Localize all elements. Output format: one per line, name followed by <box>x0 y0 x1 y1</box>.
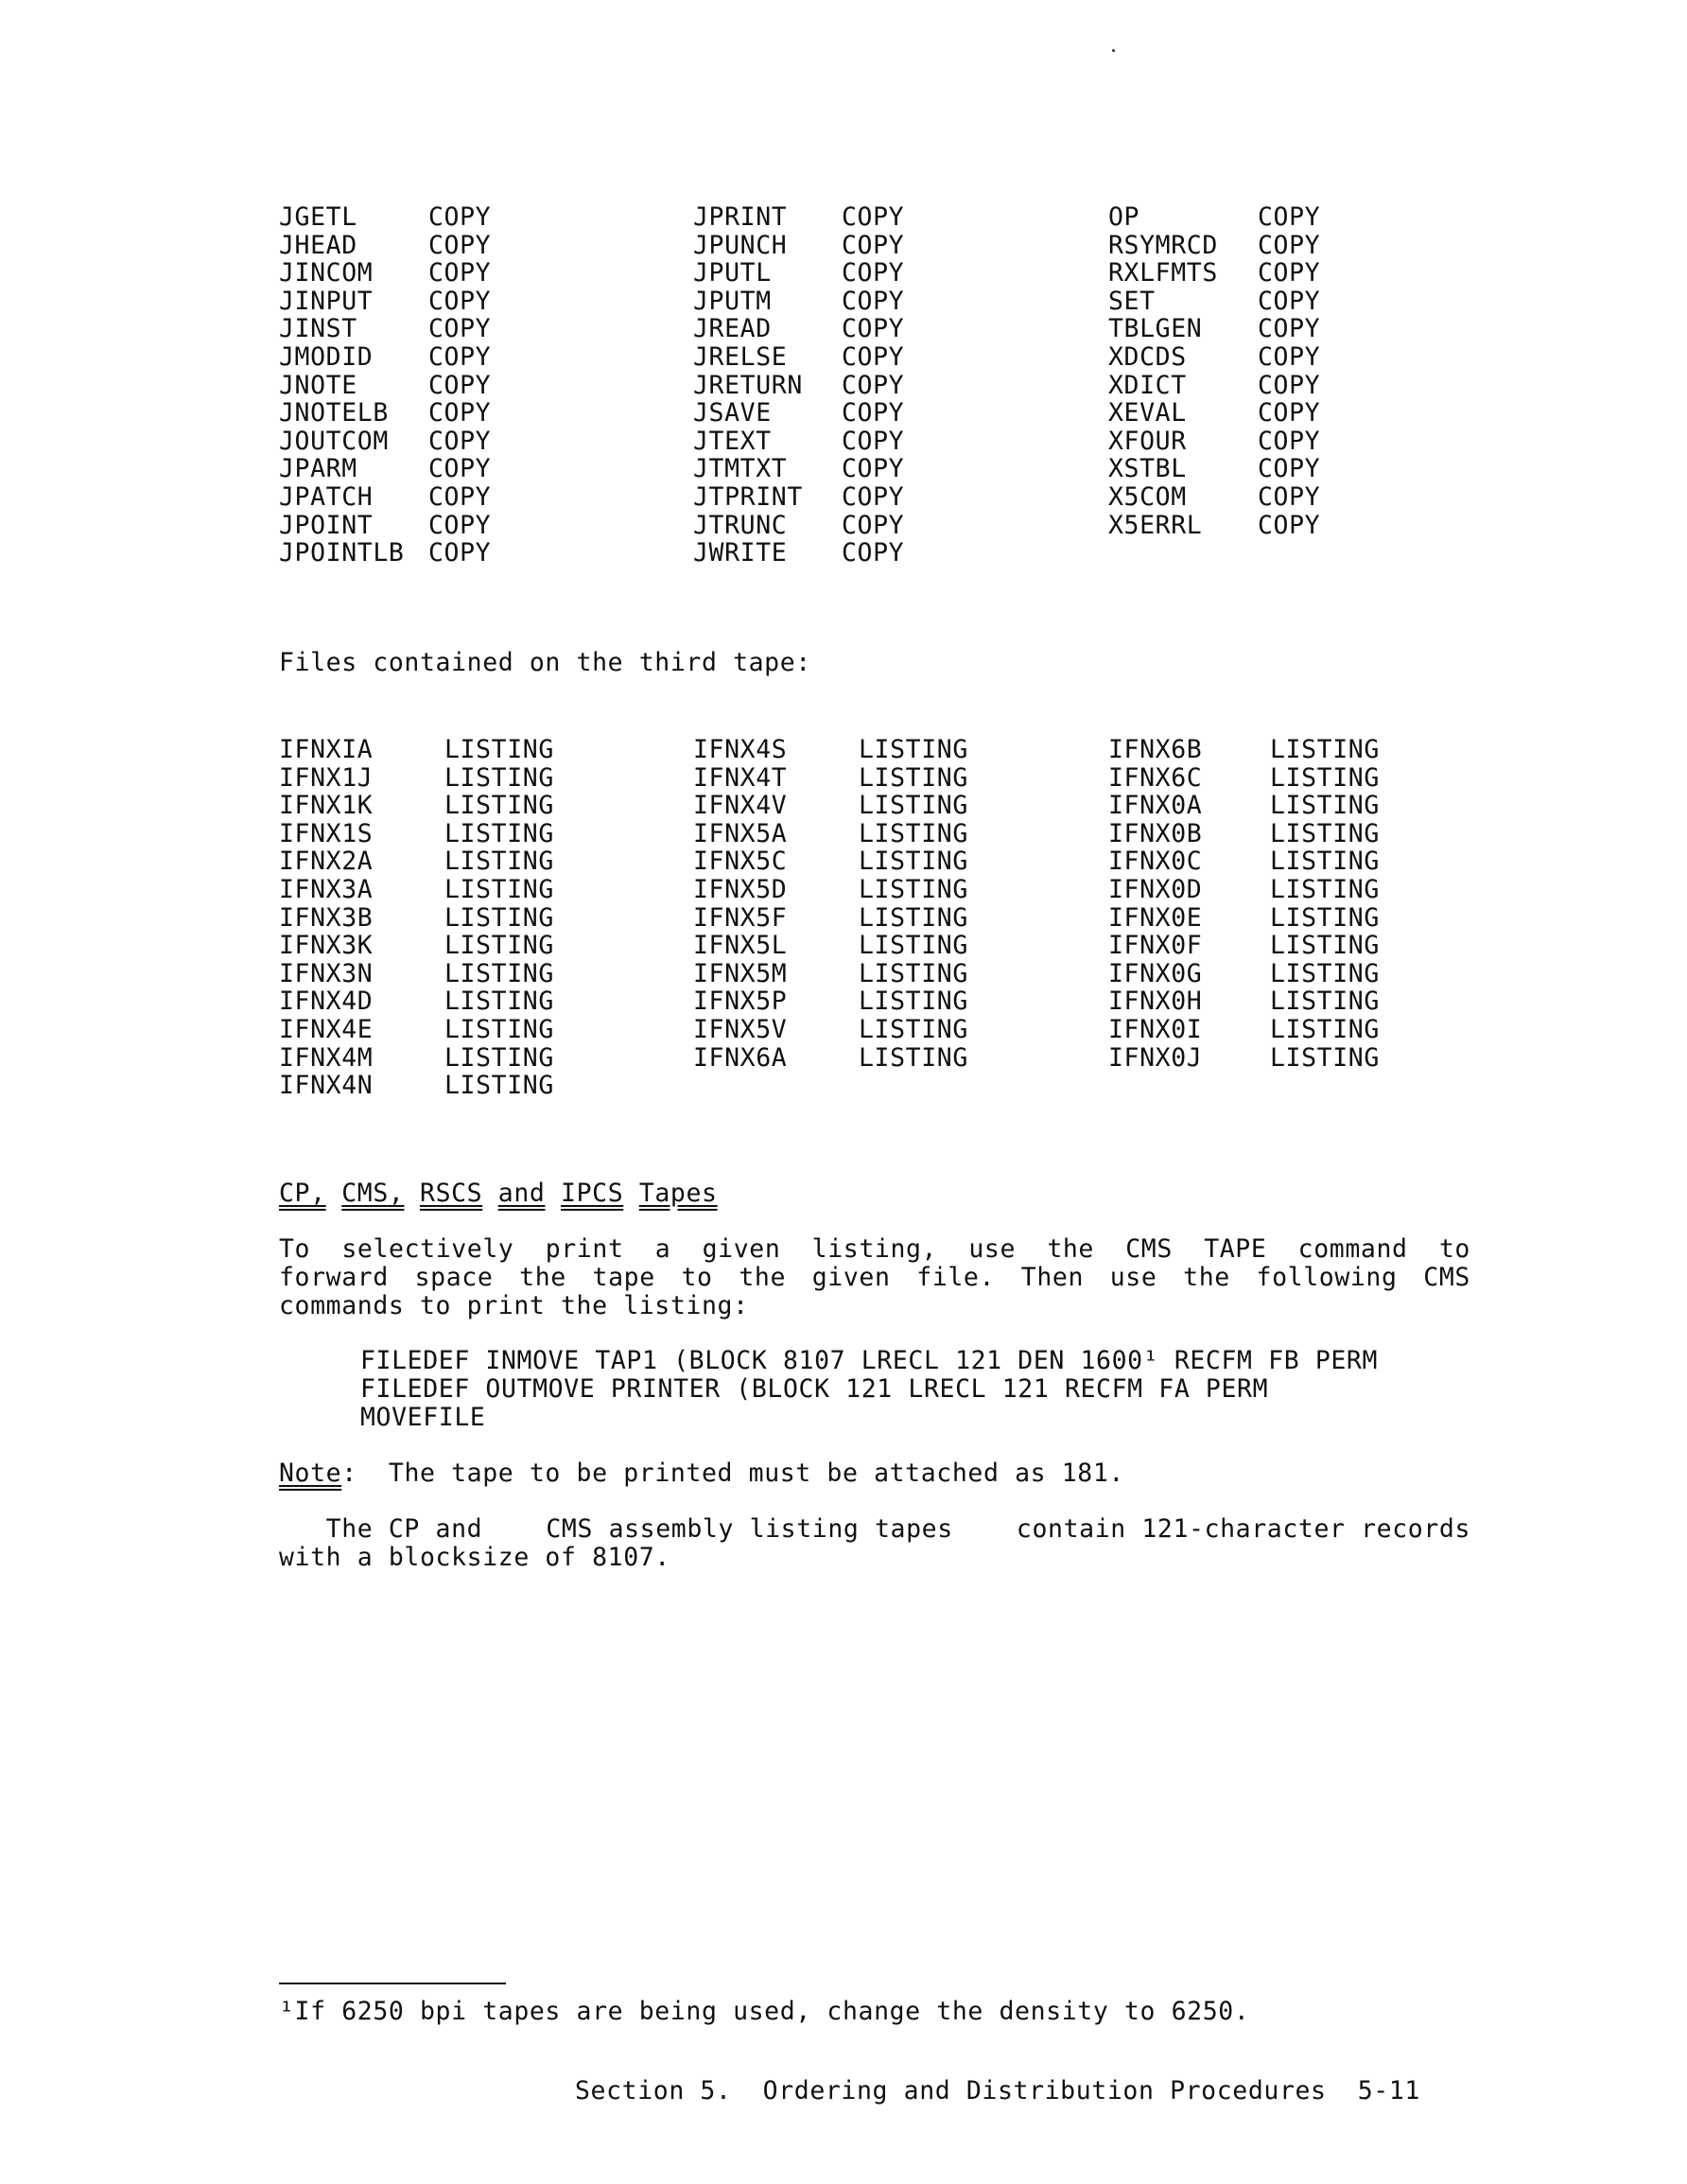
copy-file-type: COPY <box>842 342 905 372</box>
copy-file-name: JPUNCH <box>693 231 788 260</box>
listing-file-type: LISTING <box>444 1043 554 1073</box>
paragraph-line-3: commands to print the listing: <box>279 1291 749 1320</box>
word: the <box>739 1263 787 1292</box>
copy-file-type: COPY <box>1258 342 1321 372</box>
word: forward <box>279 1263 389 1292</box>
paragraph-line-1 <box>279 1235 1470 1264</box>
listing-file-type: LISTING <box>1270 1015 1380 1044</box>
heading-word-tapes: Tapes <box>638 1179 718 1208</box>
copy-file-name: JRETURN <box>693 371 803 400</box>
listing-file-name: IFNX5A <box>693 819 788 848</box>
listing-file-name: IFNX3A <box>279 875 374 904</box>
listing-file-name: IFNX6A <box>693 1043 788 1073</box>
copy-file-name: JPATCH <box>279 482 374 512</box>
word: CMS <box>1423 1263 1470 1292</box>
paragraph-print-listing <box>279 1235 1470 1320</box>
listing-file-name: IFNX3B <box>279 903 374 933</box>
word: to <box>1438 1234 1470 1264</box>
copy-file-type: COPY <box>842 314 905 343</box>
listing-file-type: LISTING <box>859 763 968 793</box>
listing-file-name: IFNX5D <box>693 875 788 904</box>
copy-file-name: JPOINTLB <box>279 538 405 568</box>
paragraph-tape-format <box>279 1515 1470 1572</box>
copy-file-name: XDICT <box>1108 371 1187 400</box>
copy-file-type: COPY <box>428 511 492 540</box>
copy-file-type: COPY <box>428 287 492 316</box>
listing-file-type: LISTING <box>444 735 554 764</box>
word: a <box>654 1234 671 1264</box>
listing-file-name: IFNX0J <box>1108 1043 1203 1073</box>
listing-file-name: IFNX1K <box>279 791 374 820</box>
copy-file-type: COPY <box>428 314 492 343</box>
command-line-2: FILEDEF OUTMOVE PRINTER (BLOCK 121 LRECL 121 RECFM FA PERM <box>360 1374 1269 1404</box>
word: listing, <box>811 1234 938 1264</box>
copy-file-type: COPY <box>1258 287 1321 316</box>
copy-file-type: COPY <box>428 482 492 512</box>
copy-file-type: COPY <box>1258 511 1321 540</box>
copy-file-type: COPY <box>842 511 905 540</box>
listing-file-name: IFNX5V <box>693 1015 788 1044</box>
listing-file-type: LISTING <box>859 875 968 904</box>
heading-word-cms: CMS, <box>341 1179 405 1208</box>
listing-file-name: IFNX6B <box>1108 735 1203 764</box>
listing-file-name: IFNX4T <box>693 763 788 793</box>
heading-word-cp: CP, <box>279 1179 326 1208</box>
listing-file-type: LISTING <box>1270 903 1380 933</box>
listing-file-type: LISTING <box>859 819 968 848</box>
listing-file-name: IFNX4V <box>693 791 788 820</box>
copy-file-type: COPY <box>842 482 905 512</box>
listing-file-name: IFNX0D <box>1108 875 1203 904</box>
copy-file-name: XDCDS <box>1108 342 1187 372</box>
copy-file-type: COPY <box>1258 454 1321 483</box>
listing-file-name: IFNX0F <box>1108 931 1203 960</box>
copy-file-type: COPY <box>1258 371 1321 400</box>
third-tape-heading: Files contained on the third tape: <box>279 648 811 677</box>
listing-file-name: IFNX4N <box>279 1071 374 1100</box>
copy-file-type: COPY <box>842 202 905 232</box>
listing-file-type: LISTING <box>1270 959 1380 988</box>
copy-file-type: COPY <box>428 371 492 400</box>
copy-file-name: JNOTELB <box>279 398 389 428</box>
listing-file-type: LISTING <box>444 1015 554 1044</box>
listing-file-name: IFNX6C <box>1108 763 1203 793</box>
copy-file-name: X5COM <box>1108 482 1187 512</box>
listing-file-type: LISTING <box>1270 875 1380 904</box>
heading-word-and: and <box>497 1179 546 1208</box>
page-footer: Section 5. Ordering and Distribution Procedures 5-11 <box>575 2076 1420 2105</box>
listing-file-name: IFNX3N <box>279 959 374 988</box>
listing-file-name: IFNX3K <box>279 931 374 960</box>
copy-file-name: JTMTXT <box>693 454 788 483</box>
command-line-3: MOVEFILE <box>360 1403 486 1432</box>
listing-file-type: LISTING <box>859 1015 968 1044</box>
word: use <box>1109 1263 1157 1292</box>
copy-file-name: JGETL <box>279 202 357 232</box>
copy-file-type: COPY <box>428 538 492 568</box>
copy-file-name: OP <box>1108 202 1140 232</box>
listing-file-type: LISTING <box>859 931 968 960</box>
copy-file-type: COPY <box>1258 398 1321 428</box>
listing-file-name: IFNX2A <box>279 847 374 876</box>
copy-file-name: JPUTM <box>693 287 772 316</box>
listing-file-type: LISTING <box>1270 763 1380 793</box>
listing-file-name: IFNX1S <box>279 819 374 848</box>
word: use <box>968 1234 1017 1264</box>
word: tape <box>592 1263 655 1292</box>
copy-file-name: JPUTL <box>693 258 772 288</box>
copy-file-name: JMODID <box>279 342 374 372</box>
copy-file-name: JPOINT <box>279 511 374 540</box>
copy-file-name: RSYMRCD <box>1108 231 1218 260</box>
copy-file-name: XFOUR <box>1108 427 1187 456</box>
copy-file-type: COPY <box>1258 314 1321 343</box>
copy-file-type: COPY <box>428 231 492 260</box>
copy-file-name: JTEXT <box>693 427 772 456</box>
footnote: ¹If 6250 bpi tapes are being used, change the density to 6250. <box>279 1997 1250 2026</box>
word: The CP and <box>279 1514 483 1544</box>
copy-file-name: JINPUT <box>279 287 374 316</box>
listing-file-type: LISTING <box>1270 987 1380 1016</box>
listing-file-type: LISTING <box>1270 819 1380 848</box>
copy-file-type: COPY <box>1258 427 1321 456</box>
listing-file-type: LISTING <box>1270 735 1380 764</box>
listing-file-type: LISTING <box>859 847 968 876</box>
copy-file-name: SET <box>1108 287 1156 316</box>
copy-file-type: COPY <box>1258 202 1321 232</box>
word: space <box>414 1263 494 1292</box>
paragraph-line-2 <box>279 1264 1470 1292</box>
word: the <box>1047 1234 1094 1264</box>
listing-file-type: LISTING <box>859 1043 968 1073</box>
copy-file-type: COPY <box>842 398 905 428</box>
copy-file-name: JINCOM <box>279 258 374 288</box>
listing-file-type: LISTING <box>1270 931 1380 960</box>
listing-file-name: IFNX4M <box>279 1043 374 1073</box>
copy-file-name: JWRITE <box>693 538 788 568</box>
listing-file-type: LISTING <box>859 987 968 1016</box>
listing-file-type: LISTING <box>444 931 554 960</box>
listing-file-type: LISTING <box>444 1071 554 1100</box>
listing-file-type: LISTING <box>859 735 968 764</box>
listing-file-name: IFNX0A <box>1108 791 1203 820</box>
word: Then <box>1020 1263 1084 1292</box>
word: given <box>811 1263 891 1292</box>
note-text: The tape to be printed must be attached as 181. <box>357 1459 1124 1488</box>
copy-file-type: COPY <box>842 231 905 260</box>
word: contain 121-character records <box>1016 1514 1470 1544</box>
listing-file-type: LISTING <box>444 847 554 876</box>
heading-word-ipcs: IPCS <box>561 1179 624 1208</box>
listing-file-type: LISTING <box>859 791 968 820</box>
listing-file-type: LISTING <box>1270 1043 1380 1073</box>
copy-file-type: COPY <box>1258 258 1321 288</box>
section-heading <box>279 1179 718 1208</box>
copy-file-name: JRELSE <box>693 342 788 372</box>
word: CMS assembly listing tapes <box>546 1514 953 1544</box>
listing-file-name: IFNX5C <box>693 847 788 876</box>
listing-file-name: IFNX5F <box>693 903 788 933</box>
command-line-1: FILEDEF INMOVE TAP1 (BLOCK 8107 LRECL 121 DEN 1600¹ RECFM FB PERM <box>360 1346 1379 1375</box>
copy-file-name: JSAVE <box>693 398 772 428</box>
word: print <box>545 1234 624 1264</box>
listing-file-name: IFNX4S <box>693 735 788 764</box>
listing-file-name: IFNX0E <box>1108 903 1203 933</box>
listing-file-name: IFNXIA <box>279 735 374 764</box>
copy-file-type: COPY <box>428 398 492 428</box>
word: the <box>1183 1263 1230 1292</box>
copy-file-name: XSTBL <box>1108 454 1187 483</box>
listing-file-name: IFNX5P <box>693 987 788 1016</box>
copy-file-name: XEVAL <box>1108 398 1187 428</box>
copy-file-type: COPY <box>1258 231 1321 260</box>
copy-file-name: JTPRINT <box>693 482 803 512</box>
word: following <box>1256 1263 1398 1292</box>
listing-file-type: LISTING <box>444 791 554 820</box>
listing-file-name: IFNX5L <box>693 931 788 960</box>
listing-file-type: LISTING <box>1270 791 1380 820</box>
word: TAPE <box>1204 1234 1267 1264</box>
listing-file-type: LISTING <box>1270 847 1380 876</box>
page-speck <box>1112 49 1115 52</box>
word: the <box>519 1263 566 1292</box>
copy-file-type: COPY <box>842 287 905 316</box>
listing-file-type: LISTING <box>444 763 554 793</box>
listing-file-name: IFNX0I <box>1108 1015 1203 1044</box>
copy-file-name: JPARM <box>279 454 357 483</box>
paragraph2-line-1 <box>279 1515 1470 1544</box>
word: To <box>279 1234 311 1264</box>
copy-file-name: RXLFMTS <box>1108 258 1218 288</box>
note-colon: : <box>341 1459 357 1488</box>
copy-file-name: JPRINT <box>693 202 788 232</box>
listing-file-name: IFNX1J <box>279 763 374 793</box>
copy-file-name: JTRUNC <box>693 511 788 540</box>
listing-file-type: LISTING <box>444 987 554 1016</box>
copy-file-type: COPY <box>842 371 905 400</box>
word: file. <box>916 1263 996 1292</box>
copy-file-type: COPY <box>428 202 492 232</box>
listing-file-name: IFNX0H <box>1108 987 1203 1016</box>
copy-file-type: COPY <box>428 258 492 288</box>
copy-file-type: COPY <box>428 454 492 483</box>
word: given <box>702 1234 781 1264</box>
paragraph2-line-2: with a blocksize of 8107. <box>279 1543 670 1572</box>
copy-file-type: COPY <box>428 342 492 372</box>
note <box>279 1459 1124 1488</box>
listing-file-name: IFNX0G <box>1108 959 1203 988</box>
word: CMS <box>1125 1234 1173 1264</box>
copy-file-name: X5ERRL <box>1108 511 1203 540</box>
copy-file-name: JHEAD <box>279 231 357 260</box>
listing-file-type: LISTING <box>859 959 968 988</box>
listing-file-name: IFNX4E <box>279 1015 374 1044</box>
copy-file-name: TBLGEN <box>1108 314 1203 343</box>
note-label: Note <box>279 1459 342 1488</box>
listing-file-name: IFNX5M <box>693 959 788 988</box>
copy-file-type: COPY <box>428 427 492 456</box>
word: command <box>1297 1234 1408 1264</box>
listing-file-name: IFNX0B <box>1108 819 1203 848</box>
listing-file-type: LISTING <box>444 875 554 904</box>
listing-file-type: LISTING <box>444 819 554 848</box>
footnote-rule <box>279 1983 506 1984</box>
heading-word-rscs: RSCS <box>420 1179 483 1208</box>
listing-file-type: LISTING <box>859 903 968 933</box>
word: selectively <box>341 1234 514 1264</box>
copy-file-type: COPY <box>842 538 905 568</box>
copy-file-name: JOUTCOM <box>279 427 389 456</box>
copy-file-name: JNOTE <box>279 371 357 400</box>
listing-file-type: LISTING <box>444 903 554 933</box>
listing-file-name: IFNX0C <box>1108 847 1203 876</box>
copy-file-type: COPY <box>842 454 905 483</box>
copy-file-type: COPY <box>1258 482 1321 512</box>
listing-file-type: LISTING <box>444 959 554 988</box>
word: to <box>681 1263 713 1292</box>
copy-file-type: COPY <box>842 258 905 288</box>
copy-file-name: JREAD <box>693 314 772 343</box>
copy-file-type: COPY <box>842 427 905 456</box>
copy-file-name: JINST <box>279 314 357 343</box>
listing-file-name: IFNX4D <box>279 987 374 1016</box>
